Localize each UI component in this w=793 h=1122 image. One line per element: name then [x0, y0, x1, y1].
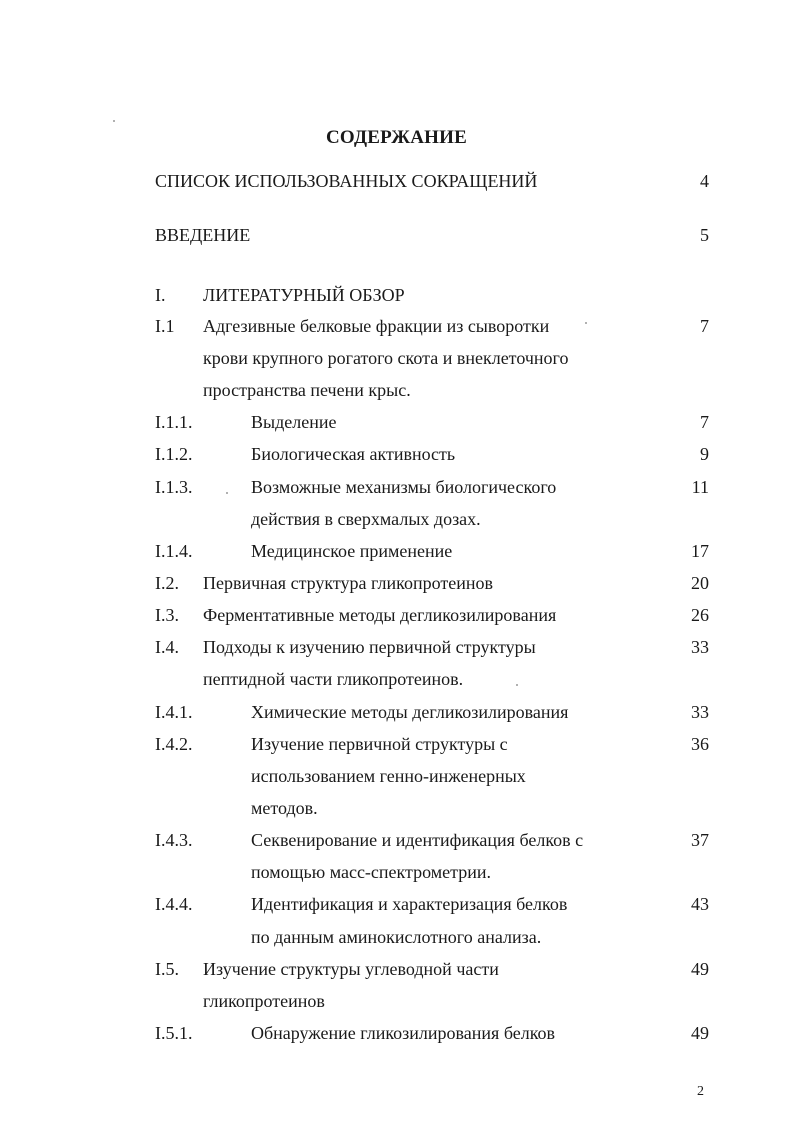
toc-entry-text: пространства печени крыс.	[203, 380, 411, 400]
toc-entry-number: I.1.4.	[155, 541, 193, 561]
scan-speck	[516, 684, 518, 686]
toc-entry-continuation	[0, 763, 793, 789]
toc-entry-I-5	[0, 956, 793, 982]
toc-entry-text: по данным аминокислотного анализа.	[251, 927, 542, 947]
toc-entry-page: 49	[691, 1023, 709, 1043]
toc-entry-page: 4	[700, 171, 709, 191]
toc-entry-I-5-1	[0, 1020, 793, 1046]
toc-entry-section-I	[0, 282, 793, 308]
toc-entry-continuation	[0, 795, 793, 821]
toc-entry-number: I.4.3.	[155, 830, 193, 850]
toc-entry-text: Химические методы дегликозилирования	[251, 702, 569, 722]
toc-entry-abbreviations	[0, 168, 793, 194]
toc-entry-number: I.2.	[155, 573, 179, 593]
scan-speck	[585, 322, 587, 324]
toc-entry-page: 37	[691, 830, 709, 850]
toc-entry-text: использованием генно-инженерных	[251, 766, 526, 786]
toc-entry-number: I.5.	[155, 959, 179, 979]
toc-entry-continuation	[0, 666, 793, 692]
toc-entry-text: помощью масс-спектрометрии.	[251, 862, 492, 882]
toc-entry-number: I.4.4.	[155, 894, 193, 914]
toc-entry-text: Медицинское применение	[251, 541, 453, 561]
toc-entry-page: 33	[691, 637, 709, 657]
toc-entry-page: 17	[691, 541, 709, 561]
toc-entry-page: 7	[700, 316, 709, 336]
toc-entry-page: 36	[691, 734, 709, 754]
toc-entry-text: Подходы к изучению первичной структуры	[203, 637, 536, 657]
toc-entry-I-1-4	[0, 538, 793, 564]
toc-entry-continuation	[0, 377, 793, 403]
toc-entry-text: Обнаружение гликозилирования белков	[251, 1023, 556, 1043]
toc-entry-I-4-1	[0, 699, 793, 725]
toc-entry-page: 5	[700, 225, 709, 245]
toc-entry-text: гликопротеинов	[203, 991, 325, 1011]
toc-entry-page: 11	[691, 477, 709, 497]
toc-entry-I-1	[0, 313, 793, 339]
toc-entry-continuation	[0, 988, 793, 1014]
toc-entry-page: 43	[691, 894, 709, 914]
toc-entry-text: СПИСОК ИСПОЛЬЗОВАННЫХ СОКРАЩЕНИЙ	[155, 171, 538, 191]
toc-entry-number: I.3.	[155, 605, 179, 625]
toc-entry-text: Секвенирование и идентификация белков с	[251, 830, 584, 850]
toc-entry-text: крови крупного рогатого скота и внеклеточного	[203, 348, 569, 368]
toc-entry-continuation	[0, 506, 793, 532]
toc-entry-page: 26	[691, 605, 709, 625]
toc-entry-text: действия в сверхмалых дозах.	[251, 509, 481, 529]
toc-entry-text: Изучение первичной структуры с	[251, 734, 508, 754]
toc-entry-number: I.4.	[155, 637, 179, 657]
toc-entry-I-1-2	[0, 441, 793, 467]
toc-entry-I-3	[0, 602, 793, 628]
toc-entry-I-1-3	[0, 474, 793, 500]
toc-entry-text: Идентификация и характеризация белков	[251, 894, 568, 914]
toc-entry-text: ЛИТЕРАТУРНЫЙ ОБЗОР	[203, 285, 405, 305]
toc-entry-page: 20	[691, 573, 709, 593]
toc-entry-number: I.5.1.	[155, 1023, 193, 1043]
toc-entry-text: методов.	[251, 798, 318, 818]
page-title: СОДЕРЖАНИЕ	[326, 127, 467, 148]
toc-entry-text: ВВЕДЕНИЕ	[155, 225, 251, 245]
toc-entry-introduction	[0, 222, 793, 248]
toc-entry-number: I.4.2.	[155, 734, 193, 754]
toc-entry-page: 9	[700, 444, 709, 464]
toc-entry-number: I.1.1.	[155, 412, 193, 432]
toc-entry-text: Выделение	[251, 412, 337, 432]
toc-entry-I-4	[0, 634, 793, 660]
toc-entry-continuation	[0, 345, 793, 371]
toc-entry-text: Ферментативные методы дегликозилирования	[203, 605, 557, 625]
toc-entry-text: Биологическая активность	[251, 444, 456, 464]
toc-entry-page: 7	[700, 412, 709, 432]
toc-entry-number: I.1	[155, 316, 175, 336]
toc-entry-text: Изучение структуры углеводной части	[203, 959, 499, 979]
toc-entry-text: Адгезивные белковые фракции из сыворотки	[203, 316, 550, 336]
toc-entry-number: I.1.2.	[155, 444, 193, 464]
toc-entry-page: 49	[691, 959, 709, 979]
toc-entry-continuation	[0, 924, 793, 950]
toc-entry-I-4-2	[0, 731, 793, 757]
toc-entry-number: I.1.3.	[155, 477, 193, 497]
toc-entry-text: пептидной части гликопротеинов.	[203, 669, 464, 689]
toc-entry-page: 33	[691, 702, 709, 722]
page-number: 2	[697, 1084, 704, 1099]
scan-speck	[226, 492, 228, 494]
toc-entry-I-2	[0, 570, 793, 596]
toc-entry-number: I.	[155, 285, 166, 305]
toc-entry-text: Первичная структура гликопротеинов	[203, 573, 493, 593]
toc-entry-continuation	[0, 859, 793, 885]
toc-entry-text: Возможные механизмы биологического	[251, 477, 557, 497]
toc-entry-I-1-1	[0, 409, 793, 435]
toc-entry-I-4-4	[0, 891, 793, 917]
toc-entry-I-4-3	[0, 827, 793, 853]
toc-entry-number: I.4.1.	[155, 702, 193, 722]
scan-speck	[113, 120, 115, 122]
